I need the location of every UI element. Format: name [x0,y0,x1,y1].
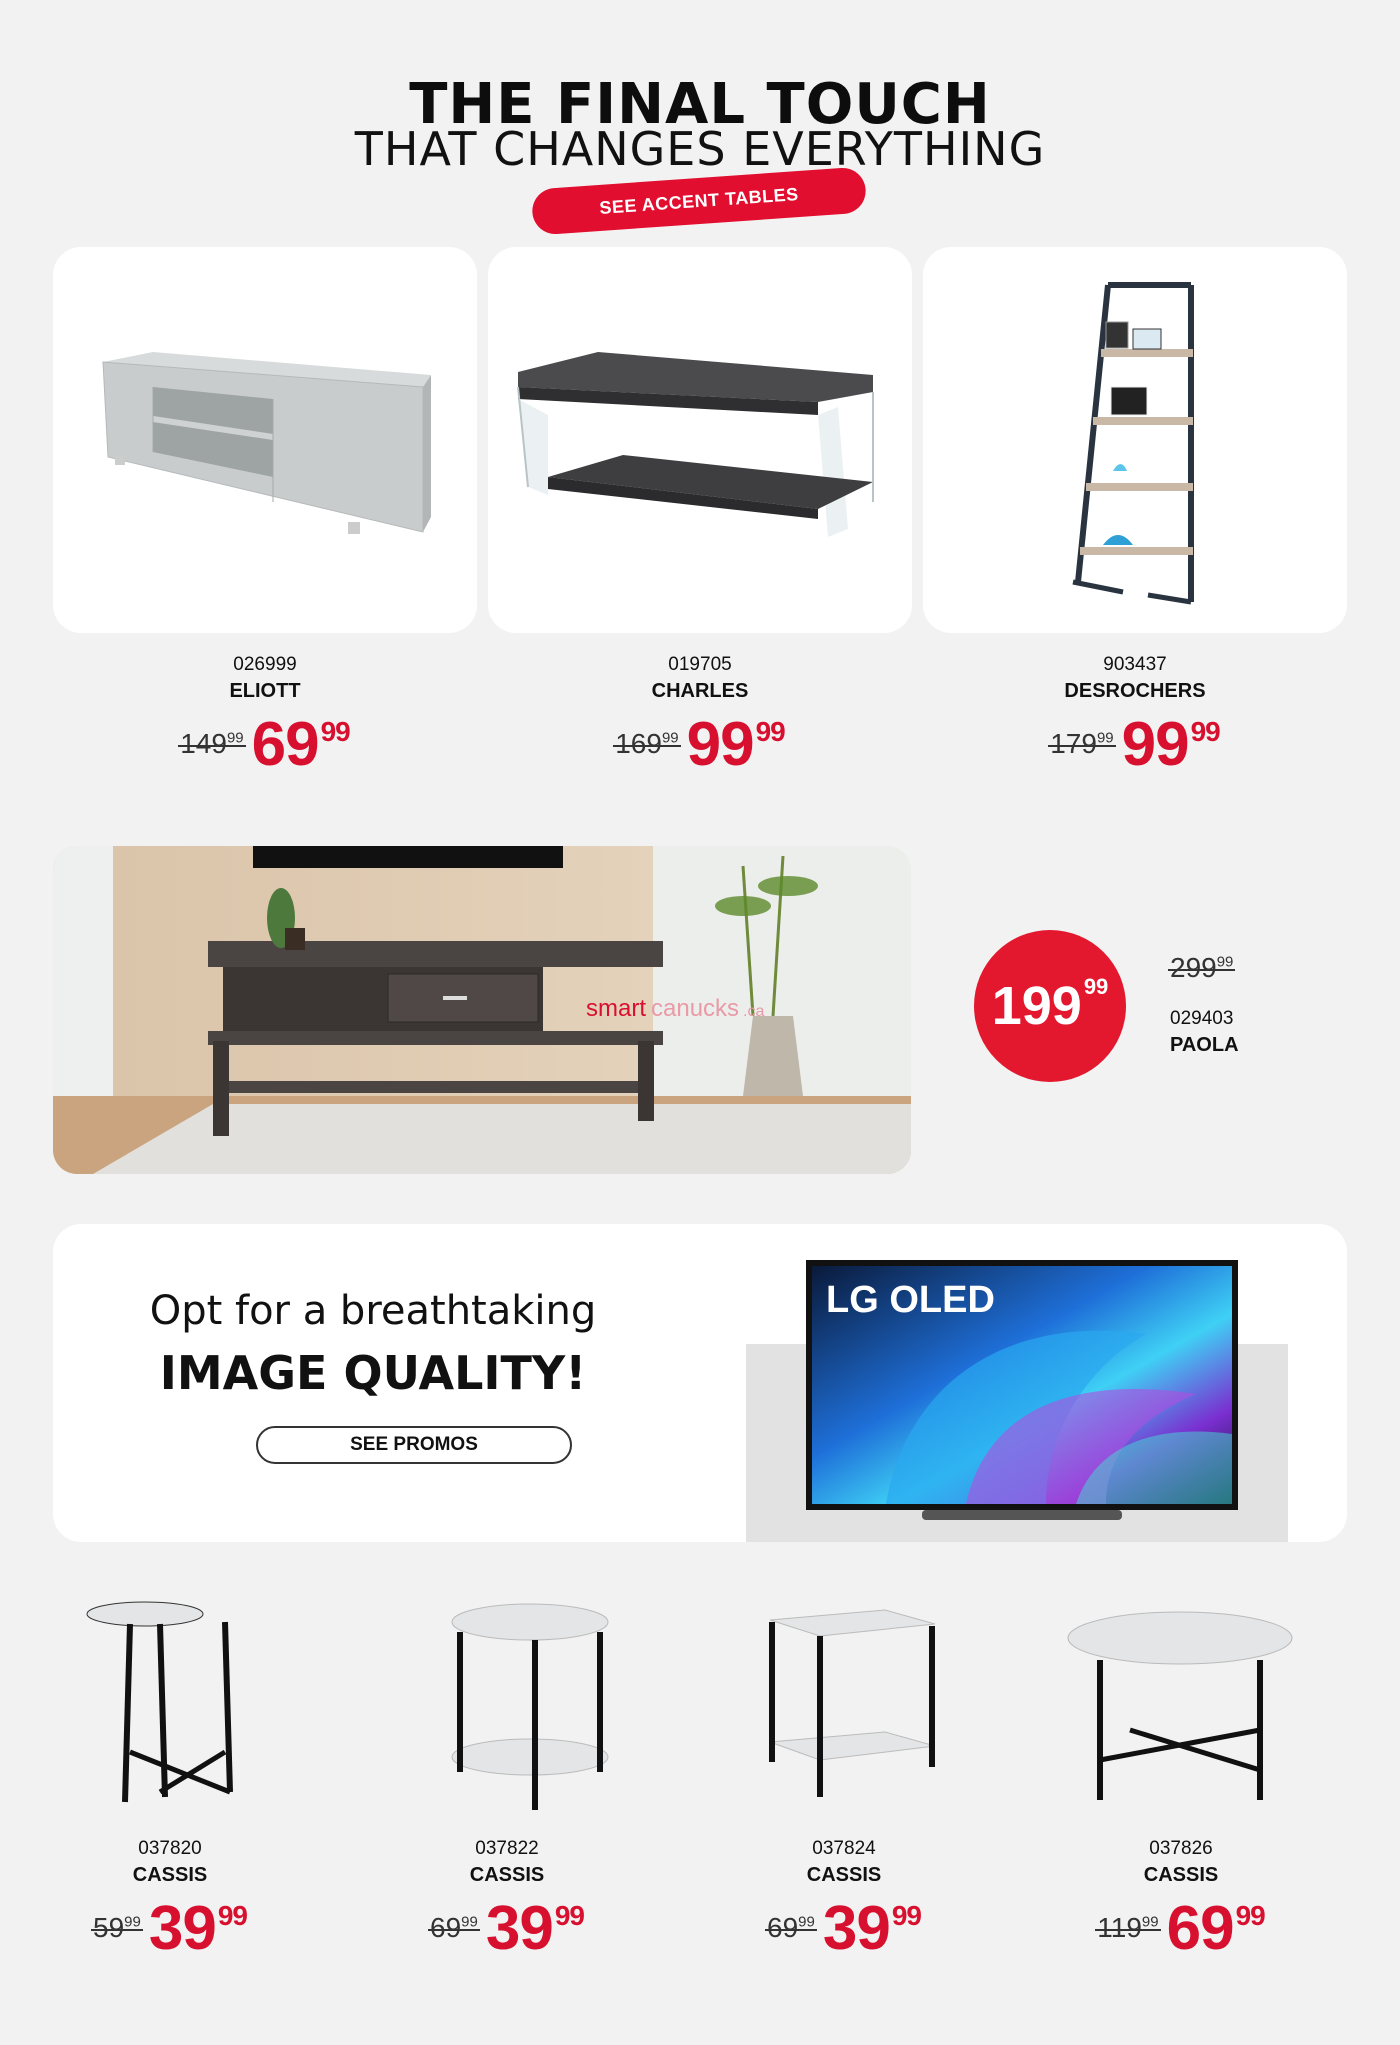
sale-price: $39^{99}$ [822,1894,921,1963]
featured-product-code: 029403 [1170,1008,1234,1029]
product-code: 026999 [233,654,297,675]
product-code: 037822 [475,1838,539,1859]
product-card-eliott[interactable] [53,247,477,633]
old-price: $179^{99}$ [1050,728,1114,759]
featured-price-badge: 199 99 [974,930,1126,1082]
page-subtitle: THAT CHANGES EVERYTHING [354,122,1046,176]
side-table-image [70,1592,270,1812]
product-name: CASSIS [132,1864,208,1886]
price-row [20,1894,320,1963]
product-code: 037820 [138,1838,202,1859]
price-row [694,1894,994,1963]
product-code: 019705 [668,654,732,675]
side-table-image [1060,1610,1300,1810]
promo-headline: IMAGE QUALITY! [159,1346,587,1400]
product-name: CASSIS [806,1864,882,1886]
featured-old-price: $299^{99}$ [1170,952,1234,983]
see-accent-tables-button[interactable]: SEE ACCENT TABLES [531,166,867,235]
old-price: $169^{99}$ [615,728,679,759]
product-code: 037826 [1149,1838,1213,1859]
promo-box [53,1224,1347,1542]
price-row [488,710,912,779]
sale-price: $69^{99}$ [251,710,350,779]
price-row [1031,1894,1331,1963]
side-table-image [760,1592,960,1812]
price-row [357,1894,657,1963]
featured-tv-stand-photo[interactable] [53,846,911,1174]
product-name: CASSIS [469,1864,545,1886]
sale-price: $99^{99}$ [1121,710,1220,779]
tv-stand-photo [53,846,911,1174]
featured-product-name: PAOLA [1170,1034,1239,1056]
old-price: $119^{99}$ [1097,1912,1159,1943]
side-table-image [430,1592,630,1812]
price-row [53,710,477,779]
product-card-desrochers[interactable] [923,247,1347,633]
coffee-table-image [488,247,912,633]
sale-price: $69^{99}$ [1166,1894,1265,1963]
product-code: 037824 [812,1838,876,1859]
tv-stand-image [53,247,477,633]
see-promos-button[interactable]: SEE PROMOS [256,1426,572,1464]
old-price: $69^{99}$ [767,1912,815,1943]
product-card-charles[interactable] [488,247,912,633]
watermark-domain: .ca [743,1003,765,1020]
old-price: $59^{99}$ [93,1912,141,1943]
tv-brand-label: LG OLED [826,1279,995,1321]
price-row [923,710,1347,779]
old-price: $149^{99}$ [180,728,244,759]
old-price: $69^{99}$ [430,1912,478,1943]
watermark-smart: smart [586,995,646,1022]
watermark-canucks: canucks [651,995,740,1022]
page-title: THE FINAL TOUCH [409,72,991,137]
promo-text: Opt for a breathtaking [149,1288,597,1334]
product-name: ELIOTT [229,680,301,702]
sale-price: $39^{99}$ [485,1894,584,1963]
product-code: 903437 [1103,654,1167,675]
product-name: CASSIS [1143,1864,1219,1886]
sale-price: $39^{99}$ [148,1894,247,1963]
ladder-shelf-image [923,247,1347,633]
product-name: CHARLES [651,680,749,702]
product-name: DESROCHERS [1064,680,1206,702]
lg-oled-tv-image [746,1224,1346,1542]
sale-price: $99^{99}$ [686,710,785,779]
